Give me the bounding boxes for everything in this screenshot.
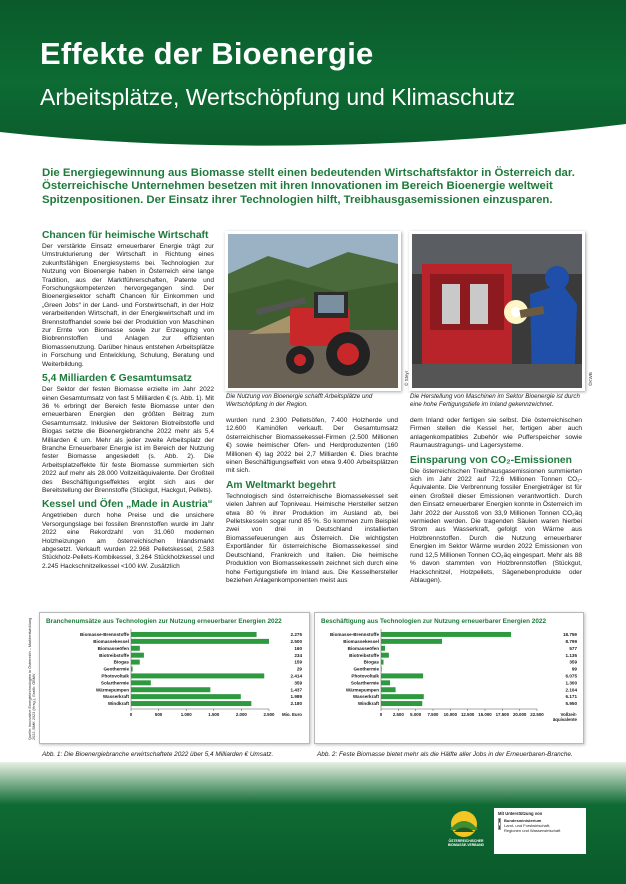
x-tick-label: 2.000 xyxy=(235,712,247,717)
value-label: 2.104 xyxy=(565,687,577,693)
bar xyxy=(131,701,251,706)
category-label: Photovoltaik xyxy=(351,673,379,679)
value-label: 18.759 xyxy=(562,632,577,638)
category-label: Biotreibstoffe xyxy=(349,652,379,658)
ministry-line1: Bundesministerium xyxy=(504,818,542,823)
value-label: 2.275 xyxy=(290,632,302,638)
x-tick-label: 7.500 xyxy=(427,712,439,717)
text-weltmarkt: Technologisch sind österreichische Biomassekessel seit vielen Jahren auf Topniveau. Heimische Hersteller setzen etwa 80 % ihrer Produktion im Ausland ab, bei Pelletskesseln sogar rund 85 %. So kommen zum Beispiel zwei von drei in Deutschland installierten Biomassefeuerungen aus Österreich. Die wichtigsten Exportländer für österreichische Biomassekessel sind Deutschland, Frankreich und Italien. Die heimische Produktion von Biomassekesseln zeichnet sich durch eine hohe Fertigungstiefe im Inland aus. Die Kesselhersteller beziehen Anlagenkomponenten meist aus xyxy=(226,492,398,584)
photo-tractor xyxy=(225,231,401,391)
value-label: 577 xyxy=(569,645,577,651)
value-label: 6.075 xyxy=(565,673,577,679)
x-tick-label: 15.000 xyxy=(478,712,492,717)
value-label: 8.799 xyxy=(565,638,577,644)
support-box xyxy=(494,808,586,854)
category-label: Geothermie xyxy=(103,666,129,672)
chart2-plot xyxy=(315,613,585,745)
value-label: 234 xyxy=(294,652,302,658)
bar xyxy=(381,653,389,658)
value-label: 159 xyxy=(294,659,302,665)
value-label: 5.950 xyxy=(565,701,577,707)
chart-beschaeftigung xyxy=(314,612,584,744)
bar xyxy=(131,694,241,699)
biomasse-verband-logo xyxy=(444,808,484,840)
bar xyxy=(381,667,382,672)
heading-chancen: Chancen für heimische Wirtschaft xyxy=(42,230,209,241)
category-label: Biogas xyxy=(363,659,379,665)
page-subtitle: Arbeitsplätze, Wertschöpfung und Klimaschutz xyxy=(40,84,516,110)
value-label: 99 xyxy=(571,666,577,672)
heading-co2: Einsparung von CO₂-Emissionen xyxy=(410,454,572,466)
photo-welder xyxy=(409,231,585,391)
x-tick-label: 20.000 xyxy=(512,712,527,717)
bar xyxy=(131,646,140,651)
value-label: 1.300 xyxy=(565,680,577,686)
bar xyxy=(381,701,422,706)
x-tick-label: 2.500 xyxy=(263,712,275,717)
text-co2: Die österreichischen Treibhausgasemissionen summierten sich im Jahr 2022 auf 72,6 Millionen Tonnen CO₂-Äquivalente. Die Verbrennung fossiler Energieträger ist für einen Großteil dieser Emissionen verantwortlich. Durch den Einsatz erneuerbarer Energien konnte in Österreich im Jahr 2022 der Ausstoß von 33,9 Millionen Tonnen CO₂äq vermieden werden. Die tragenden Säulen waren hierbei Strom aus Wasserkraft, gefolgt von Wärme aus Holzbrennstoffen. Durch die Nutzung erneuerbarer Energien im Sektor Wärme wurden 2022 Emissionen von rund 12,5 Millionen Tonnen CO₂äq eingespart. Mehr als 88 % davon stammten von Holzbrennstoffen (Stückgut, Hackschnitzel, Holzpellets, Sägenebenprodukte oder Ablaugen). xyxy=(410,467,582,584)
value-label: 29 xyxy=(296,666,302,672)
welder-image xyxy=(412,234,582,388)
page-title: Effekte der Bioenergie xyxy=(40,36,374,71)
x-axis-label: Vollzeit-äquivalente xyxy=(552,712,577,722)
value-label: 160 xyxy=(294,645,302,651)
source-note: Quelle: Innovative Energietechnologien in Österreich – Marktentwicklung 2022, BMK 2023 (Hrsg.), Grafik: ÖBMV xyxy=(28,617,37,740)
text-umsatz: Der Sektor der festen Biomasse erzielte im Jahr 2022 einen Gesamtumsatz von fast 5 Milliarden € (s. Abb. 1). Mit 36 % erbringt der Bereich feste Biomasse unter den erneuerbaren Energien den größten Beitrag zum Gesamtumsatz. Inklusive der Sektoren Biotreibstoffe und Biogas setzte die Bioenergiebranche 2022 mehr als 5,4 Milliarden € um. Mehr als jeder zweite Arbeitsplatz der Branche Erneuerbarer Energie ist im Bereich der Nutzung fester Biomasse angesiedelt (s. Abb. 2). Die Arbeitsplatzeffekte für feste Biomasse summierten sich 2022 auf mehr als 28.000 Vollzeitäquivalente. Der Großteil des Beschäftigungseffektes ergibt sich aus der Bereitstellung der Brennstoffe (Stückgut, Hackgut, Pellets). xyxy=(42,386,214,494)
ministry-block xyxy=(498,818,582,833)
category-label: Biomasse-Brennstoffe xyxy=(79,632,129,638)
category-label: Solarthermie xyxy=(350,680,379,686)
bar xyxy=(381,660,383,665)
category-label: Biomassekessel xyxy=(93,638,129,644)
bar xyxy=(381,694,424,699)
bar xyxy=(381,632,511,637)
figure1-caption: Abb. 1: Die Bioenergiebranche erwirtschaftete 2022 über 5,4 Milliarden € Umsatz. xyxy=(42,751,274,758)
value-label: 2.414 xyxy=(290,673,302,679)
x-tick-label: 12.500 xyxy=(460,712,475,717)
value-label: 359 xyxy=(294,680,302,686)
chart1-plot xyxy=(40,613,311,745)
x-tick-label: 0 xyxy=(379,712,383,717)
column-right xyxy=(410,417,582,589)
figure2-caption: Abb. 2: Feste Biomasse bietet mehr als die Hälfte aller Jobs in der Erneuerbaren-Branche. xyxy=(317,751,573,758)
lead-paragraph: Die Energiegewinnung aus Biomasse stellt einen bedeutenden Wirtschaftsfaktor in Österreich dar. Österreichische Unternehmen besetzen mit ihren Innovationen im Bereich Bioenergie weltweit Spitzenpositionen. Der Einsatz ihrer Technologien hilft, Treibhausgasemissionen einzusparen. xyxy=(42,167,575,206)
header-swoosh xyxy=(0,118,626,158)
chart-umsatz xyxy=(39,612,310,744)
photo2-credit: ©KWB xyxy=(588,372,593,386)
bar xyxy=(131,632,257,637)
category-label: Wärmepumpen xyxy=(95,687,129,693)
austria-flag-icon xyxy=(498,818,501,830)
text-kessel: Angetrieben durch hohe Preise und die unsichere Versorgungslage bei fossilen Brennstoffen wurde im Jahr 2022 eine Rekordzahl von 31.060 modernen Holzheizungen am österreichischen Inlandsmarkt abgesetzt. Verkauft wurden 22.968 Pelletskessel, 2.583 Stückholz-Pellets-Kombikessel, 3.264 Stückholzkessel und 2.245 Hackschnitzelkessel <100 kW. Zusätzlich xyxy=(42,512,214,570)
category-label: Biomasseöfen xyxy=(97,645,129,651)
bar xyxy=(131,673,264,678)
category-label: Biogas xyxy=(113,659,129,665)
x-tick-label: 17.500 xyxy=(495,712,510,717)
x-tick-label: 10.000 xyxy=(443,712,458,717)
category-label: Biomasseöfen xyxy=(347,645,379,651)
ministry-line3: Regionen und Wasserwirtschaft xyxy=(504,828,561,833)
x-tick-label: 0 xyxy=(129,712,133,717)
heading-kessel: Kessel und Öfen „Made in Austria“ xyxy=(42,499,213,511)
column-left xyxy=(42,230,214,575)
category-label: Solarthermie xyxy=(100,680,129,686)
category-label: Biomasse-Brennstoffe xyxy=(329,632,379,638)
bar xyxy=(131,653,144,658)
category-label: Photovoltaik xyxy=(101,673,129,679)
category-label: Wärmepumpen xyxy=(345,687,379,693)
column-middle xyxy=(226,417,398,589)
heading-weltmarkt: Am Weltmarkt begehrt xyxy=(226,479,336,491)
value-label: 2.500 xyxy=(290,638,302,644)
support-title: Mit Unterstützung von xyxy=(498,811,543,816)
bar xyxy=(381,646,385,651)
value-label: 359 xyxy=(569,659,577,665)
value-label: 1.135 xyxy=(565,652,577,658)
photo1-caption: Die Nutzung von Bioenergie schafft Arbeitsplätze und Wertschöpfung in der Region. xyxy=(226,393,373,408)
tractor-image xyxy=(228,234,398,388)
category-label: Biotreibstoffe xyxy=(99,652,129,658)
value-label: 6.171 xyxy=(565,694,577,700)
bar xyxy=(381,687,396,692)
value-label: 2.180 xyxy=(290,701,302,707)
logo-label: ÖSTERREICHISCHER BIOMASSE-VERBAND xyxy=(448,839,484,847)
category-label: Biomassekessel xyxy=(343,638,379,644)
bar xyxy=(381,639,442,644)
bar xyxy=(131,660,140,665)
category-label: Windkraft xyxy=(357,701,379,707)
x-tick-label: 2.500 xyxy=(392,712,404,717)
x-tick-label: 22.500 xyxy=(530,712,544,717)
x-tick-label: 500 xyxy=(154,712,163,717)
x-tick-label: 5.000 xyxy=(410,712,422,717)
photo2-caption: Die Herstellung von Maschinen im Sektor Bioenergie ist durch eine hohe Fertigungstiefe im Inland gekennzeichnet. xyxy=(410,393,580,408)
chart2-title: Beschäftigung aus Technologien zur Nutzung erneuerbarer Energien 2022 xyxy=(321,618,547,625)
photo1-credit: © Steyr xyxy=(404,370,409,386)
bar xyxy=(381,673,423,678)
header-banner xyxy=(0,0,626,146)
text-kessel-cont: wurden rund 2.300 Pelletsöfen, 7.400 Holzherde und 12.600 Kaminöfen verkauft. Der Gesamtumsatz österreichischer Biomassekessel-Firmen (2.500 Millionen €) sowie heimischer Ofen- und Herdproduzenten (160 Millionen €) lag 2022 bei 2,7 Milliarden €. Dies brachte einen Beschäftigungseffekt von etwa 9.400 Arbeitsplätzen mit sich. xyxy=(226,417,398,475)
x-axis-label: Mio. Euro xyxy=(281,712,302,717)
category-label: Wasserkraft xyxy=(352,694,379,700)
category-label: Wasserkraft xyxy=(102,694,129,700)
text-chancen: Der verstärkte Einsatz erneuerbarer Energie trägt zur Umstrukturierung der Wirtschaft in Richtung eines zukunftsfähigen Energiesystems bei. Technologien zur Nutzung von Bioenergie haben in Österreich eine lange Tradition, aus der Marktführerschaften, Patente und Forschungskompetenzen hervorgegangen sind. Der Bioenergiesektor schafft Chancen für Einkommen und „Green Jobs“ in der Land- und Forstwirtschaft, in der Holz verarbeitenden Wirtschaft, in der Energiewirtschaft und im Brennstoffhandel sowie bei der Produktion von Maschinen zur Ernte von Biomasse sowie zur Erzeugung von Biobrennstoffen und Anlagen zur effizienten Biomassenutzung. Darüber hinaus entstehen Arbeitsplätze in Forschung und Entwicklung, Schulung, Beratung und Weiterbildung. xyxy=(42,243,214,368)
value-label: 1.437 xyxy=(290,687,302,693)
bar xyxy=(131,680,151,685)
x-tick-label: 1.500 xyxy=(208,712,220,717)
bar xyxy=(131,667,133,672)
value-label: 1.989 xyxy=(290,694,302,700)
bar xyxy=(131,639,269,644)
category-label: Geothermie xyxy=(353,666,379,672)
bar xyxy=(131,687,210,692)
text-weltmarkt-cont: dem Inland oder fertigen sie selbst. Die österreichischen Firmen stellen die Kessel her, fertigen aber auch anlagenkompatibles Zubehör wie Pufferspeicher sowie Raumaustragungs- und Lagersysteme. xyxy=(410,417,582,450)
heading-umsatz: 5,4 Milliarden € Gesamtumsatz xyxy=(42,373,192,385)
x-tick-label: 1.000 xyxy=(180,712,192,717)
chart1-title: Branchenumsätze aus Technologien zur Nutzung erneuerbarer Energien 2022 xyxy=(46,618,282,625)
bar xyxy=(381,680,390,685)
ministry-line2: Land- und Forstwirtschaft, xyxy=(504,823,551,828)
category-label: Windkraft xyxy=(107,701,129,707)
